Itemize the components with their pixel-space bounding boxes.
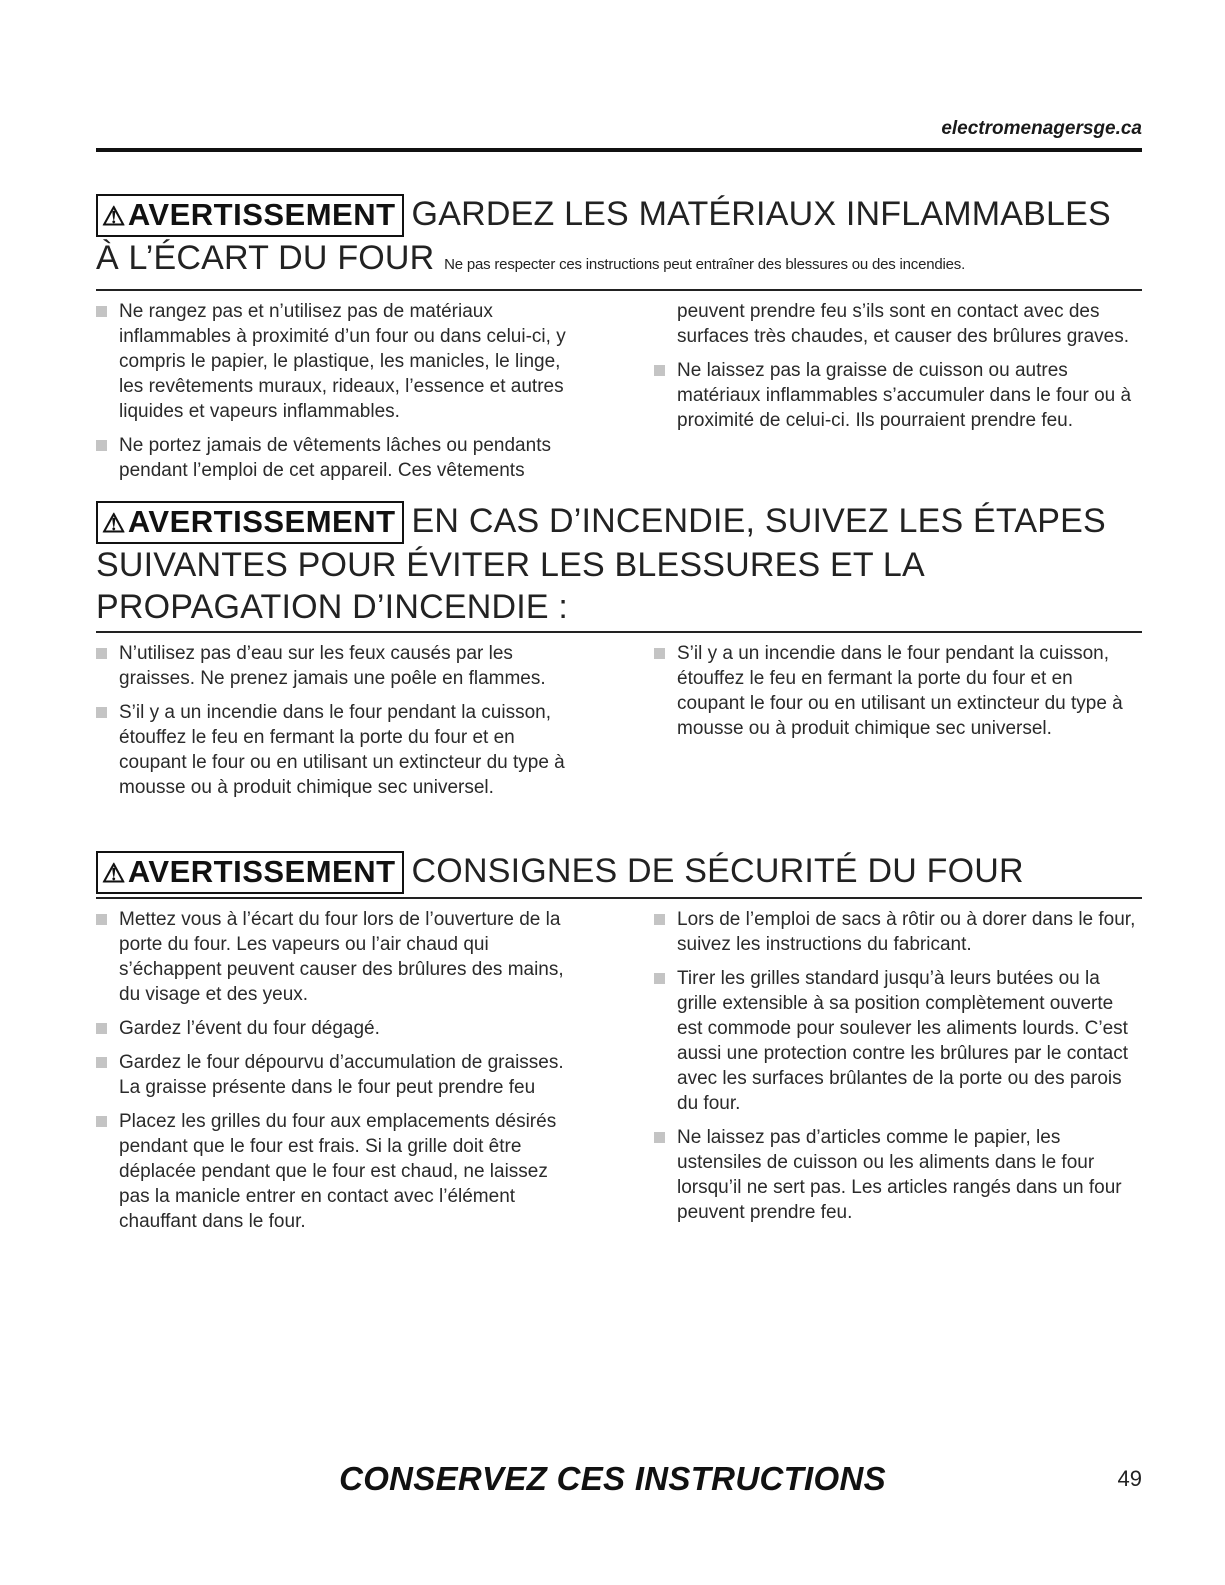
section-subtitle: Ne pas respecter ces instructions peut entraîner des blessures ou des incendies. [444, 256, 966, 273]
list-item: Ne portez jamais de vêtements lâches ou pendants pendant l’emploi de cet appareil. Ces vêtements [96, 433, 566, 483]
top-divider [96, 148, 1142, 152]
square-bullet-icon [96, 1057, 107, 1068]
square-bullet-icon [654, 973, 665, 984]
section-heading [96, 850, 1142, 894]
list-item: S’il y a un incendie dans le four pendant la cuisson, étouffez le feu en fermant la porte du four et en coupant le four ou en utilisant un extincteur du type à mousse ou à produit chimique sec universel. [654, 641, 1142, 741]
section-heading [96, 193, 1142, 286]
warning-section-fire [96, 500, 1142, 809]
left-column [96, 907, 566, 1243]
section-title: CONSIGNES DE SÉCURITÉ DU FOUR [411, 852, 1024, 890]
square-bullet-icon [654, 1132, 665, 1143]
section-title: EN CAS D’INCENDIE, SUIVEZ LES ÉTAPES SUIVANTES POUR ÉVITER LES BLESSURES ET LA PROPAGATION D’INCENDIE : [96, 502, 1106, 626]
square-bullet-icon [96, 648, 107, 659]
section-heading [96, 500, 1142, 628]
list-item-continuation: peuvent prendre feu s’ils sont en contact avec des surfaces très chaudes, et causer des brûlures graves. [677, 301, 1130, 347]
section-divider [96, 631, 1142, 633]
section-divider [96, 289, 1142, 291]
square-bullet-icon [96, 914, 107, 925]
list-item: S’il y a un incendie dans le four pendant la cuisson, étouffez le feu en fermant la porte du four et en coupant le four ou en utilisant un extincteur du type à mousse ou à produit chimique sec universel. [96, 700, 566, 800]
left-column [96, 641, 566, 809]
warning-badge [96, 194, 404, 237]
square-bullet-icon [96, 1023, 107, 1034]
list-item: Lors de l’emploi de sacs à rôtir ou à dorer dans le four, suivez les instructions du fabricant. [654, 907, 1142, 957]
left-column [96, 299, 566, 492]
warning-section-oven-safety [96, 850, 1142, 1243]
website-url: electromenagersge.ca [941, 118, 1142, 139]
list-item: Tirer les grilles standard jusqu’à leurs butées ou la grille extensible à sa position complètement ouverte est commode pour soulever les aliments lourds. C’est aussi une protection contre les brûlures par le contact avec les surfaces brûlantes de la porte ou des parois du four. [654, 966, 1142, 1116]
list-item: Ne rangez pas et n’utilisez pas de matériaux inflammables à proximité d’un four ou dans celui-ci, y compris le papier, le plastique, les manicles, le linge, les revêtements muraux, rideaux, l’essence et autres liquides et vapeurs inflammables. [96, 299, 566, 424]
badge-label: AVERTISSEMENT [127, 504, 396, 539]
warning-triangle-icon: ⚠ [102, 508, 126, 538]
warning-section-flammable [96, 193, 1142, 492]
square-bullet-icon [96, 1116, 107, 1127]
list-item: Mettez vous à l’écart du four lors de l’ouverture de la porte du four. Les vapeurs ou l’air chaud qui s’échappent peuvent causer des brûlures des mains, du visage et des yeux. [96, 907, 566, 1007]
list-item: Placez les grilles du four aux emplacements désirés pendant que le four est frais. Si la grille doit être déplacée pendant que le four est chaud, ne laissez pas la manicle entrer en contact avec l’élément chauffant dans le four. [96, 1109, 566, 1234]
square-bullet-icon [654, 914, 665, 925]
warning-badge [96, 851, 404, 894]
list-item: Ne laissez pas la graisse de cuisson ou autres matériaux inflammables s’accumuler dans le four ou à proximité de celui-ci. Ils pourraient prendre feu. [654, 358, 1142, 433]
section-title: GARDEZ LES MATÉRIAUX INFLAMMABLES À L’ÉCART DU FOUR [96, 195, 1111, 277]
right-column [654, 641, 1142, 809]
right-column [654, 299, 1142, 492]
footer-title: CONSERVEZ CES INSTRUCTIONS [339, 1460, 886, 1497]
list-item: Gardez l’évent du four dégagé. [96, 1016, 566, 1041]
warning-triangle-icon: ⚠ [102, 858, 126, 888]
square-bullet-icon [96, 440, 107, 451]
list-item: Ne laissez pas d’articles comme le papier, les ustensiles de cuisson ou les aliments dans le four lorsqu’il ne sert pas. Les articles rangés dans un four peuvent prendre feu. [654, 1125, 1142, 1225]
square-bullet-icon [654, 365, 665, 376]
badge-label: AVERTISSEMENT [127, 854, 396, 889]
page-number: 49 [1117, 1466, 1142, 1491]
square-bullet-icon [96, 707, 107, 718]
list-item: N’utilisez pas d’eau sur les feux causés par les graisses. Ne prenez jamais une poêle en flammes. [96, 641, 566, 691]
section-divider [96, 897, 1142, 899]
warning-triangle-icon: ⚠ [102, 201, 126, 231]
right-column [654, 907, 1142, 1243]
badge-label: AVERTISSEMENT [127, 197, 396, 232]
list-item: Gardez le four dépourvu d’accumulation de graisses. La graisse présente dans le four peut prendre feu [96, 1050, 566, 1100]
warning-badge [96, 501, 404, 544]
square-bullet-icon [654, 648, 665, 659]
square-bullet-icon [96, 306, 107, 317]
